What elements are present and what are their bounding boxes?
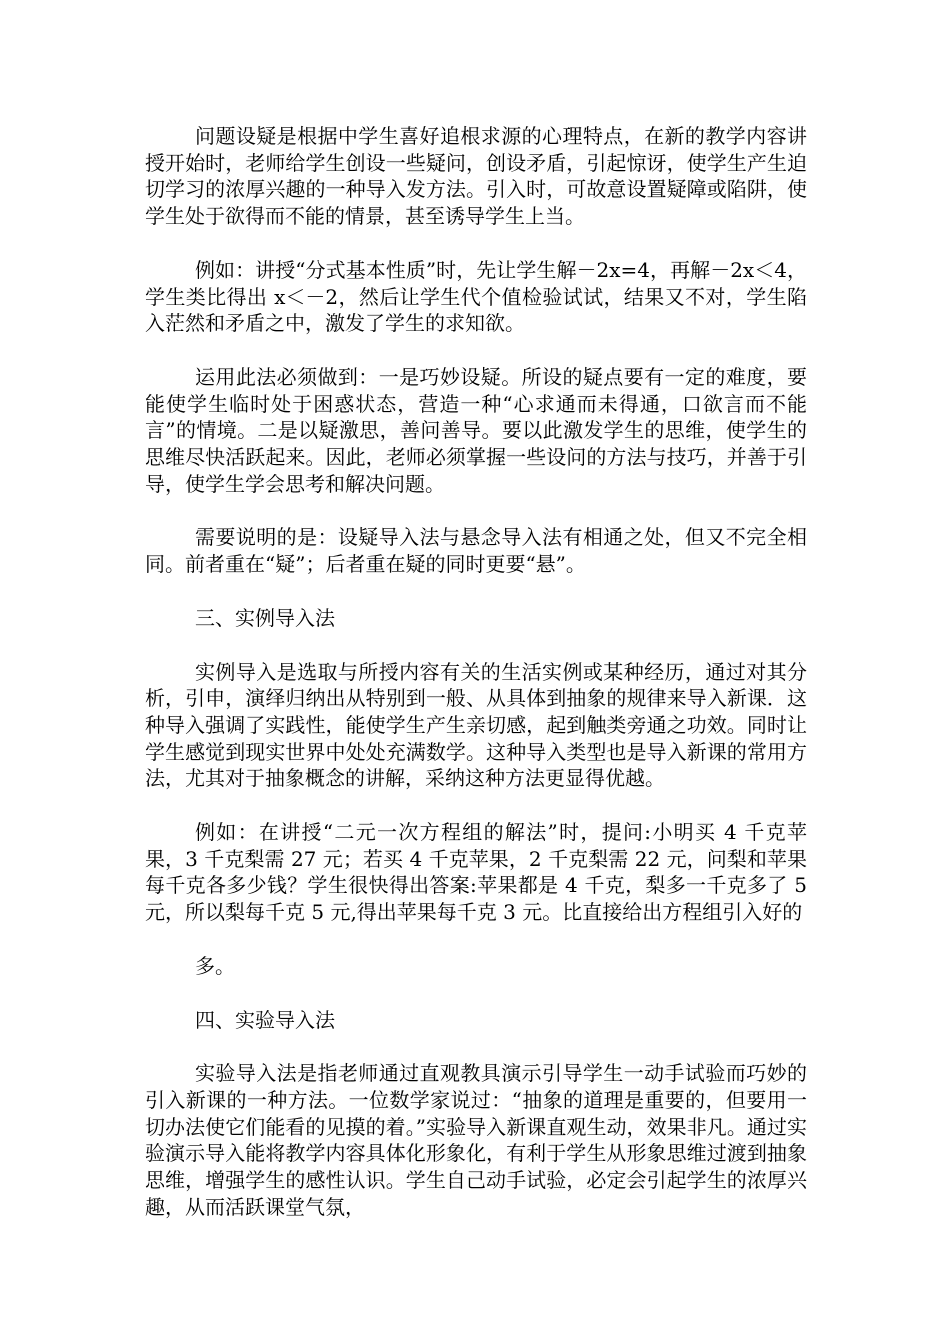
paragraph-gap <box>145 497 807 524</box>
paragraph-gap <box>145 1033 807 1060</box>
paragraph-gap <box>145 632 807 659</box>
document-page <box>145 123 807 1221</box>
paragraph-questioning-intro: 问题设疑是根据中学生喜好追根求源的心理特点，在新的教学内容讲授开始时，老师给学生创设一些疑问，创设矛盾，引起惊讶，使学生产生迫切学习的浓厚兴趣的一种导入发方法。引入时，可故意设置疑障或陷阱，使学生处于欲得而不能的情景，甚至诱导学生上当。 <box>145 124 807 229</box>
paragraph-example-method-intro: 实例导入是选取与所授内容有关的生活实例或某种经历，通过对其分析，引申，演绎归纳出从特别到一般、从具体到抽象的规律来导入新课．这种导入强调了实践性，能使学生产生亲切感，起到触类旁通之功效。同时让学生感觉到现实世界中处处充满数学。这种导入类型也是导入新课的常用方法，尤其对于抽象概念的讲解，采纳这种方法更显得优越。 <box>145 659 807 791</box>
paragraph-equation-example: 例如：在讲授“二元一次方程组的解法”时，提问:小明买 4 千克苹果，3 千克梨需 27 元；若买 4 千克苹果，2 千克梨需 22 元，问梨和苹果每千克各多少钱？学生很快得出答案:苹果都是 4 千克，梨多一千克多了 5 元，所以梨每千克 5 元,得出苹果每千克 3 元。比直接给出方程组引入好的 <box>145 820 807 925</box>
paragraph-gap <box>145 337 807 364</box>
paragraph-continuation: 多。 <box>195 953 235 978</box>
paragraph-gap <box>145 926 807 953</box>
paragraph-fraction-example: 例如：讲授“分式基本性质”时，先让学生解－2x=4，再解－2x＜4，学生类比得出 x＜－2，然后让学生代个值检验试试，结果又不对，学生陷入茫然和矛盾之中，激发了学生的求知欲。 <box>145 257 807 336</box>
paragraph-gap <box>145 230 807 257</box>
paragraph-gap <box>145 578 807 605</box>
section-heading-experiment-method: 四、实验导入法 <box>195 1007 335 1032</box>
paragraph-note: 需要说明的是：设疑导入法与悬念导入法有相通之处，但又不完全相同。前者重在“疑”；后者重在疑的同时更要“悬”。 <box>145 525 807 577</box>
section-heading-example-method: 三、实例导入法 <box>195 605 335 630</box>
paragraph-gap <box>145 792 807 819</box>
paragraph-gap <box>145 980 807 1007</box>
paragraph-method-requirements: 运用此法必须做到：一是巧妙设疑。所设的疑点要有一定的难度，要能使学生临时处于困惑状态，营造一种“心求通而未得通，口欲言而不能言”的情境。二是以疑激思，善问善导。要以此激发学生的思维，使学生的思维尽快活跃起来。因此，老师必须掌握一些设问的方法与技巧，并善于引导，使学生学会思考和解决问题。 <box>145 364 807 496</box>
paragraph-experiment-method-intro: 实验导入法是指老师通过直观教具演示引导学生一动手试验而巧妙的引入新课的一种方法。一位数学家说过：“抽象的道理是重要的，但要用一切办法使它们能看的见摸的着。”实验导入新课直观生动，效果非凡。通过实验演示导入能将教学内容具体化形象化，有利于学生从形象思维过渡到抽象思维，增强学生的感性认识。学生自己动手试验，必定会引起学生的浓厚兴趣，从而活跃课堂气氛， <box>145 1061 807 1219</box>
